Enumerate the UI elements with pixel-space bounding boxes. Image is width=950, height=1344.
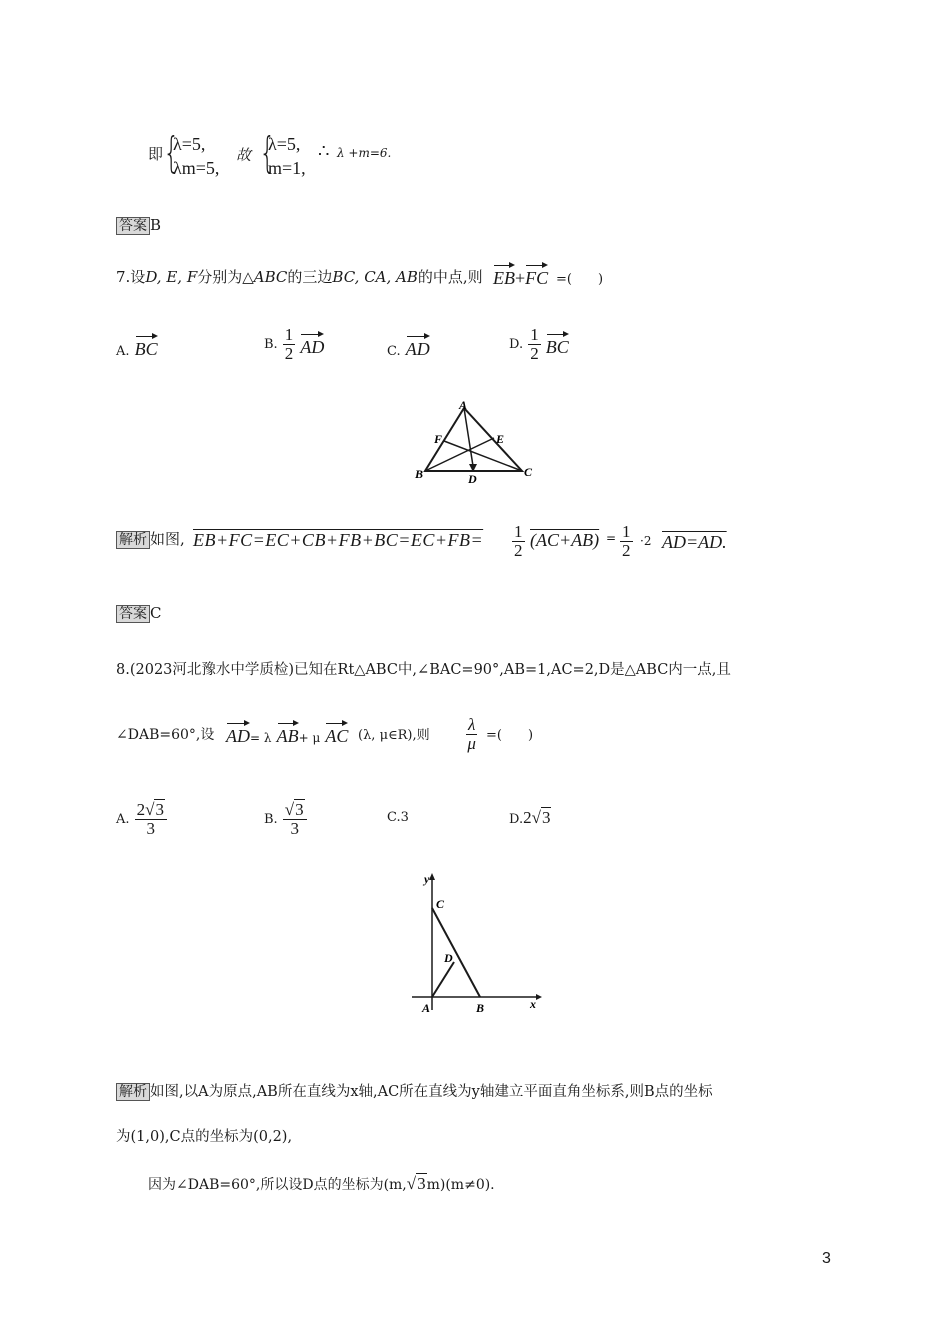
vector-fc: FC [525,262,548,289]
q8-analysis-line1 [116,1080,713,1101]
label-a: A [422,1001,431,1015]
q7-analysis-tail: AD=AD. [662,532,727,552]
q8-lambda-over-mu [466,716,477,753]
label-c: C [436,897,445,911]
q7-analysis-half-2: $\frac{1}{2}$ [622,522,631,560]
answer-value: B [150,216,162,234]
label-c: C [524,465,533,479]
option-vector: BC [135,333,158,360]
option-c-value: 3 [400,810,409,825]
q7-stem-sides: BC, CA, AB [332,268,418,286]
prefix-ji: 即 [148,145,164,163]
frac-mu: μ [467,734,476,753]
left-brace: { [163,128,180,177]
vector-eb: EB [493,262,515,289]
q7-option-b[interactable] [264,326,324,363]
q8-option-c[interactable] [387,810,409,825]
system1-line1: λ=5, [173,134,206,154]
system2-line1: λ=5, [268,134,301,154]
answer-badge: 答案 [116,605,150,623]
option-vector: AD [406,333,430,360]
q7-analysis-dot2: ·2 [640,534,652,548]
q7-analysis-eq2: = [606,531,617,545]
result-expression: λ +m=6. [337,146,392,160]
page-number: 3 [822,1250,831,1267]
plus-mu: + μ [298,731,321,745]
vector-ac: AC [325,720,348,747]
vector-ab: AB [277,720,299,747]
option-letter: B. [264,337,278,352]
q7-stem-end: =( ) [556,272,604,287]
q7-stem-mid2: 的三边 [287,268,333,286]
option-letter: C. [387,344,401,359]
option-vector: BC [546,331,569,358]
label-a: A [459,398,468,412]
label-b: B [415,467,424,481]
analysis-badge: 解析 [116,531,150,549]
option-letter: D. [509,812,524,827]
answer-row-q7 [116,603,161,623]
label-x-axis: x [530,997,536,1011]
q7-stem-prefix: 7.设 [116,268,146,286]
q8-vector-expression [226,720,348,747]
q8-analysis-line3 [148,1174,495,1194]
q7-analysis-paren: (AC+AB) [530,530,600,550]
option-b-value: $\frac{√3}{3}$ [283,801,307,838]
q7-analysis-expression: EB+FC=EC+CB+FB+BC=EC+FB= [193,530,484,550]
q7-stem-vars: D, E, F [145,268,198,286]
system2-line2: m=1, [268,158,306,178]
q8-option-b[interactable] [264,801,307,838]
option-vector: AD [300,331,324,358]
analysis-prefix: 如图, [150,530,185,548]
label-d: D [444,951,453,965]
label-b: B [476,1001,485,1015]
eq-lambda: = λ [250,731,272,745]
q8-condition: (λ, μ∈R),则 [358,728,430,743]
label-f: F [434,432,443,446]
left-brace-2: { [259,128,276,177]
system1-line2: λm=5, [173,158,220,178]
q7-triangle-figure [408,398,543,490]
q7-stem [116,266,483,287]
label-e: E [496,432,505,446]
vector-ad: AD [226,720,250,747]
analysis-badge: 解析 [116,1083,150,1101]
q7-stem-abc: ABC [253,268,288,286]
label-y-axis: y [424,872,430,886]
answer-value: C [150,604,162,622]
q7-option-d[interactable] [509,326,569,363]
label-d: D [468,472,477,486]
half-numerator: 1 [514,522,523,541]
analysis-text-line1: 如图,以A为原点,AB所在直线为x轴,AC所在直线为y轴建立平面直角坐标系,则B点的坐标 [150,1084,713,1100]
q7-analysis [116,528,185,549]
q7-stem-mid: 分别为△ [197,268,254,286]
q7-stem-suffix: 的中点,则 [417,268,483,286]
frac-lambda: λ [468,715,476,734]
option-letter: D. [509,337,524,352]
q7-analysis-half [512,523,525,560]
option-letter: B. [264,812,278,827]
q8-stem-line1: 8.(2023河北豫水中学质检)已知在Rt△ABC中,∠BAC=90°,AB=1,AC=2,D是△ABC内一点,且 [116,662,731,678]
q8-option-d[interactable] [509,808,551,828]
option-fraction: $\frac{1}{2}$ [284,325,294,363]
q8-coordinate-figure [410,870,545,1018]
q8-stem-line2-a: ∠DAB=60°,设 [116,727,215,743]
q8-stem-end: =( ) [486,728,534,743]
answer-badge: 答案 [116,217,150,235]
analysis-line3-a: 因为∠DAB=60°,所以设D点的坐标为(m, [148,1177,407,1193]
q8-analysis-line2: 为(1,0),C点的坐标为(0,2), [116,1129,293,1145]
option-a-value: $\frac{2√3}{3}$ [135,801,167,838]
q7-option-a[interactable] [116,333,158,360]
therefore-symbol: ∴ [318,141,330,161]
sqrt3: √3 [406,1174,426,1193]
option-d-value: 2√3 [523,808,551,827]
plus-sign: + [515,268,526,288]
q8-option-a[interactable] [116,801,167,838]
option-letter: A. [116,812,130,827]
analysis-line3-b: m)(m≠0). [426,1177,495,1193]
option-letter: C. [387,810,401,825]
q7-vector-sum [493,262,548,289]
word-gu: 故 [236,146,252,164]
q7-option-c[interactable] [387,333,430,360]
option-fraction: $\frac{1}{2}$ [530,325,539,363]
option-letter: A. [116,344,130,359]
answer-row-q6 [116,215,161,235]
half-denominator: 2 [514,541,523,560]
